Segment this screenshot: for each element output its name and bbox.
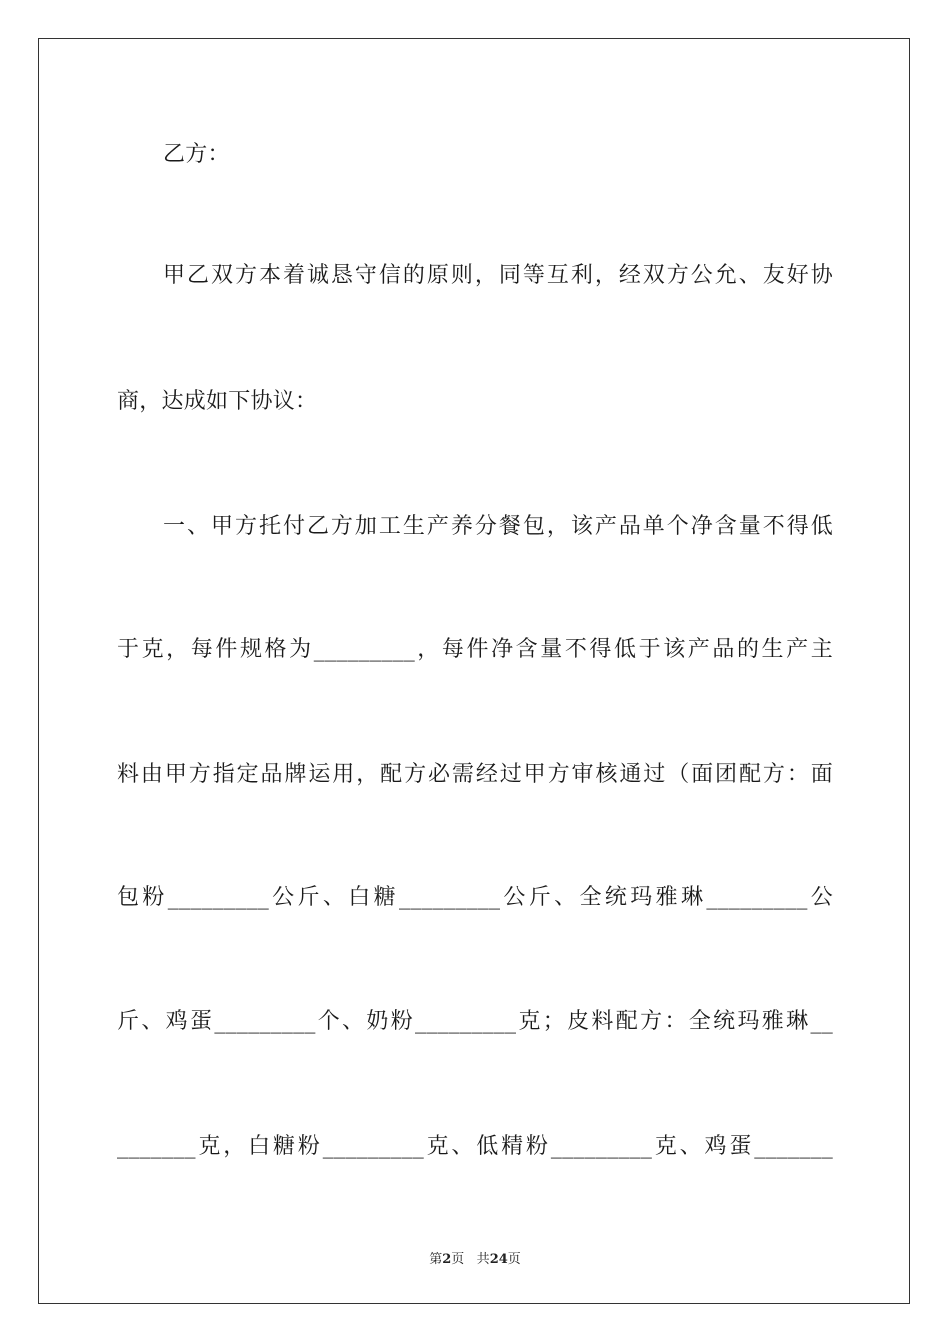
paragraph-line: 包粉_________公斤、白糖_________公斤、全统玛雅琳_________公 — [117, 885, 833, 910]
party-b-label: 乙方： — [163, 142, 230, 167]
footer-current-page: 2 — [442, 1252, 452, 1267]
page-border — [38, 38, 910, 1304]
paragraph-line: 甲乙双方本着诚恳守信的原则，同等互利，经双方公允、友好协 — [163, 263, 833, 288]
paragraph-line: 斤、鸡蛋_________个、奶粉_________克；皮料配方：全统玛雅琳__ — [117, 1009, 833, 1034]
footer-total-suffix: 页 — [507, 1252, 521, 1267]
paragraph-line: 商，达成如下协议： — [117, 389, 318, 414]
footer-page-prefix: 第 — [429, 1252, 443, 1267]
paragraph-line: 料由甲方指定品牌运用，配方必需经过甲方审核通过（面团配方：面 — [117, 762, 833, 787]
footer-page-suffix: 页 — [451, 1252, 465, 1267]
footer-total-pages: 24 — [489, 1252, 508, 1267]
page-footer — [0, 1248, 950, 1267]
paragraph-line: 一、甲方托付乙方加工生产养分餐包，该产品单个净含量不得低 — [163, 514, 833, 539]
footer-total-prefix: 共 — [476, 1252, 490, 1267]
paragraph-line: _______克，白糖粉_________克、低精粉_________克、鸡蛋_______ — [117, 1134, 833, 1159]
paragraph-line: 于克，每件规格为_________，每件净含量不得低于该产品的生产主 — [117, 637, 833, 662]
